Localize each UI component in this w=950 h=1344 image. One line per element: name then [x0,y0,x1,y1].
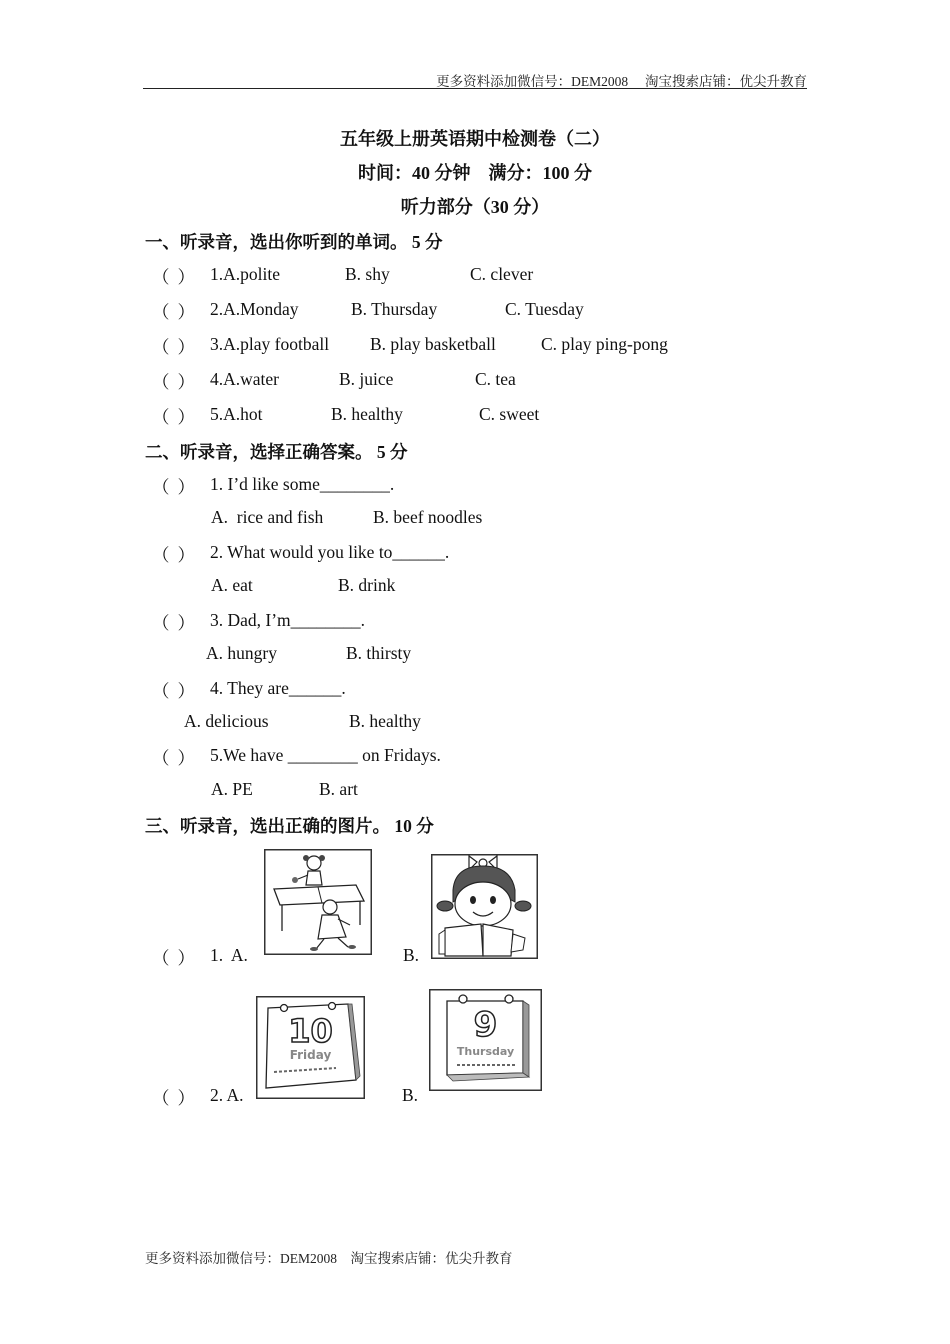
list-item [152,1085,208,1110]
list-item [152,945,208,970]
paren-open: （ [152,1088,170,1108]
calendar-a-number: 10 [288,1012,333,1050]
option-c: C. play ping-pong [541,334,668,354]
option-a: A. delicious [184,711,269,731]
section1-heading: 一、听录音，选出你听到的单词。 5 分 [145,232,443,252]
option-b: B. drink [338,575,396,595]
section2-heading: 二、听录音，选择正确答案。 5 分 [145,442,408,462]
option-a: 4.A.water [210,369,280,389]
paren-open: （ [152,748,170,768]
calendar-b-day: Thursday [456,1045,515,1058]
header-rule [143,88,807,89]
paren-open: （ [152,372,170,392]
paren-open: （ [152,477,170,497]
paren-close: ） [177,477,195,497]
part-title: 听力部分（30 分） [400,197,550,217]
option-c: C. tea [475,369,516,389]
option-b-label: B. [402,1085,419,1105]
paren-close: ） [177,613,195,633]
paren-close: ） [177,681,195,701]
page-footer: 更多资料添加微信号：DEM2008 淘宝搜索店铺：优尖升教育 [145,1251,513,1266]
paren-open: （ [152,948,170,968]
question-stem: 3. Dad, I’m________. [210,610,366,630]
page-header: 更多资料添加微信号：DEM2008 淘宝搜索店铺：优尖升教育 [436,74,807,89]
option-c: C. clever [470,264,534,284]
option-b-label: B. [403,945,420,965]
option-c: C. Tuesday [505,299,584,319]
option-a: A. rice and fish [211,507,324,527]
list-item [152,334,208,359]
paren-close: ） [177,267,195,287]
paren-open: （ [152,545,170,565]
paren-close: ） [177,372,195,392]
paren-open: （ [152,681,170,701]
list-item [152,264,208,289]
option-c: C. sweet [479,404,540,424]
list-item [152,678,208,703]
page-title: 五年级上册英语期中检测卷（二） [340,129,610,149]
option-a: A. hungry [206,643,277,663]
paren-close: ） [177,545,195,565]
option-b: B. beef noodles [373,507,483,527]
list-item [152,474,208,499]
section3-heading: 三、听录音，选出正确的图片。 10 分 [145,816,434,836]
question-stem: 2. A. [210,1085,244,1105]
paren-close: ） [177,337,195,357]
girl-reading-picture [431,854,538,959]
paren-open: （ [152,407,170,427]
calendar-a-day: Friday [289,1048,332,1062]
option-a: A. eat [211,575,253,595]
question-stem: 1. I’d like some________. [210,474,395,494]
list-item [152,745,208,770]
paren-open: （ [152,613,170,633]
list-item [152,542,208,567]
option-a: 2.A.Monday [210,299,299,319]
option-b: B. art [319,779,358,799]
option-b: B. thirsty [346,643,412,663]
paren-close: ） [177,748,195,768]
question-stem: 4. They are______. [210,678,346,698]
paren-close: ） [177,1088,195,1108]
question-stem: 1. A. [210,945,248,965]
option-a: A. PE [211,779,253,799]
option-a: 1.A.polite [210,264,280,284]
paren-open: （ [152,267,170,287]
exam-info: 时间：40 分钟 满分：100 分 [358,163,592,183]
calendar-friday-picture [256,996,365,1099]
option-b: B. healthy [331,404,403,424]
option-b: B. Thursday [351,299,438,319]
question-stem: 2. What would you like to______. [210,542,450,562]
option-b: B. play basketball [370,334,496,354]
paren-open: （ [152,337,170,357]
option-a: 3.A.play football [210,334,330,354]
question-stem: 5.We have ________ on Fridays. [210,745,441,765]
ping-pong-picture [264,849,372,955]
option-a: 5.A.hot [210,404,263,424]
list-item [152,299,208,324]
paren-close: ） [177,948,195,968]
option-b: B. healthy [349,711,421,731]
list-item [152,610,208,635]
option-b: B. shy [345,264,390,284]
calendar-thursday-picture [429,989,542,1091]
calendar-b-number: 9 [473,1005,498,1045]
paren-close: ） [177,407,195,427]
list-item [152,369,208,394]
paren-open: （ [152,302,170,322]
paren-close: ） [177,302,195,322]
option-b: B. juice [339,369,394,389]
list-item [152,404,208,429]
